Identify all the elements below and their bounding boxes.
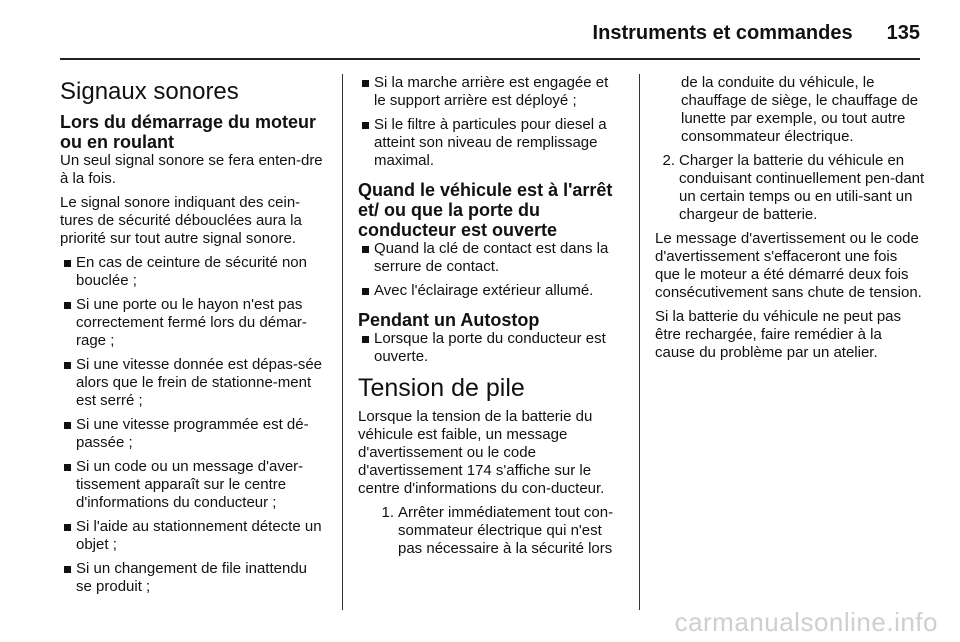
section-title: Signaux sonores [60, 78, 239, 105]
watermark: carmanualsonline.info [674, 607, 938, 637]
list-item: Quand la clé de contact est dans la serrure de contact. [358, 240, 622, 276]
list-item: 1. Arrêter immédiatement tout con-sommateur électrique qui n'est pas nécessaire à la sécurité lors [381, 504, 614, 557]
bullet-list [358, 74, 622, 170]
bullet-square-icon [362, 288, 369, 295]
bullet-square-icon [64, 524, 71, 531]
header-rule [60, 58, 920, 60]
bullet-square-icon [362, 336, 369, 343]
bullet-square-icon [64, 566, 71, 573]
paragraph: Le signal sonore indiquant des cein-tures de sécurité débouclées aura la priorité sur tout autre signal sonore. [60, 194, 302, 247]
bullet-square-icon [64, 422, 71, 429]
bullet-square-icon [64, 464, 71, 471]
column-divider [639, 74, 640, 610]
numbered-list [655, 152, 925, 224]
paragraph: Un seul signal sonore se fera enten-dre à la fois. [60, 152, 323, 187]
subsection-title: Quand le véhicule est à l'arrêt et/ ou que la porte du conducteur est ouverte [358, 180, 613, 240]
list-item: Si une vitesse programmée est dé-passée ; [60, 416, 326, 452]
bullet-list [358, 330, 622, 366]
section-title: Tension de pile [358, 374, 525, 402]
page-header [60, 18, 920, 48]
bullet-list [60, 254, 326, 596]
list-item: Si un code ou un message d'aver-tissement apparaît sur le centre d'informations du conducteur ; [60, 458, 326, 512]
list-item: En cas de ceinture de sécurité non bouclée ; [60, 254, 326, 290]
subsection-title: Lors du démarrage du moteur ou en roulant [60, 112, 317, 152]
list-item: Si un changement de file inattendu se produit ; [60, 560, 326, 596]
paragraph: Si la batterie du véhicule ne peut pas être rechargée, faire remédier à la cause du problème par un atelier. [655, 308, 901, 361]
paragraph: Lorsque la tension de la batterie du véhicule est faible, un message d'avertissement ou le code d'avertissement 174 s'affiche sur le centre d'informations du con-ducteur. [358, 408, 605, 497]
column-3 [655, 74, 925, 610]
page-number: 135 [886, 21, 920, 44]
bullet-square-icon [64, 362, 71, 369]
column-divider [342, 74, 343, 610]
list-item-continuation: de la conduite du véhicule, le chauffage de siège, le chauffage de lunette par exemple, ou tout autre consommateur électrique. [681, 74, 919, 145]
bullet-square-icon [362, 246, 369, 253]
list-item: Si la marche arrière est engagée et le support arrière est déployé ; [358, 74, 622, 110]
list-item: Si une porte ou le hayon n'est pas correctement fermé lors du démar-rage ; [60, 296, 326, 350]
bullet-square-icon [64, 302, 71, 309]
bullet-square-icon [64, 260, 71, 267]
bullet-square-icon [362, 80, 369, 87]
list-item: Avec l'éclairage extérieur allumé. [358, 282, 622, 300]
list-item: Si l'aide au stationnement détecte un objet ; [60, 518, 326, 554]
bullet-list [358, 240, 622, 300]
bullet-square-icon [362, 122, 369, 129]
list-item: Si le filtre à particules pour diesel a atteint son niveau de remplissage maximal. [358, 116, 622, 170]
list-item: Si une vitesse donnée est dépas-sée alors que le frein de stationne-ment est serré ; [60, 356, 326, 410]
numbered-list [374, 504, 622, 558]
paragraph: Le message d'avertissement ou le code d'avertissement s'effaceront une fois que le moteur a été démarré deux fois consécutivement sans chute de tension. [655, 230, 922, 301]
subsection-title: Pendant un Autostop [358, 310, 540, 330]
list-item: 2. Charger la batterie du véhicule en conduisant continuellement pen-dant un certain temps ou en utili-sant un chargeur de batterie. [662, 152, 925, 223]
list-item: Lorsque la porte du conducteur est ouverte. [358, 330, 622, 366]
column-1 [60, 74, 326, 610]
header-title: Instruments et commandes [592, 21, 853, 44]
column-2 [358, 74, 622, 610]
